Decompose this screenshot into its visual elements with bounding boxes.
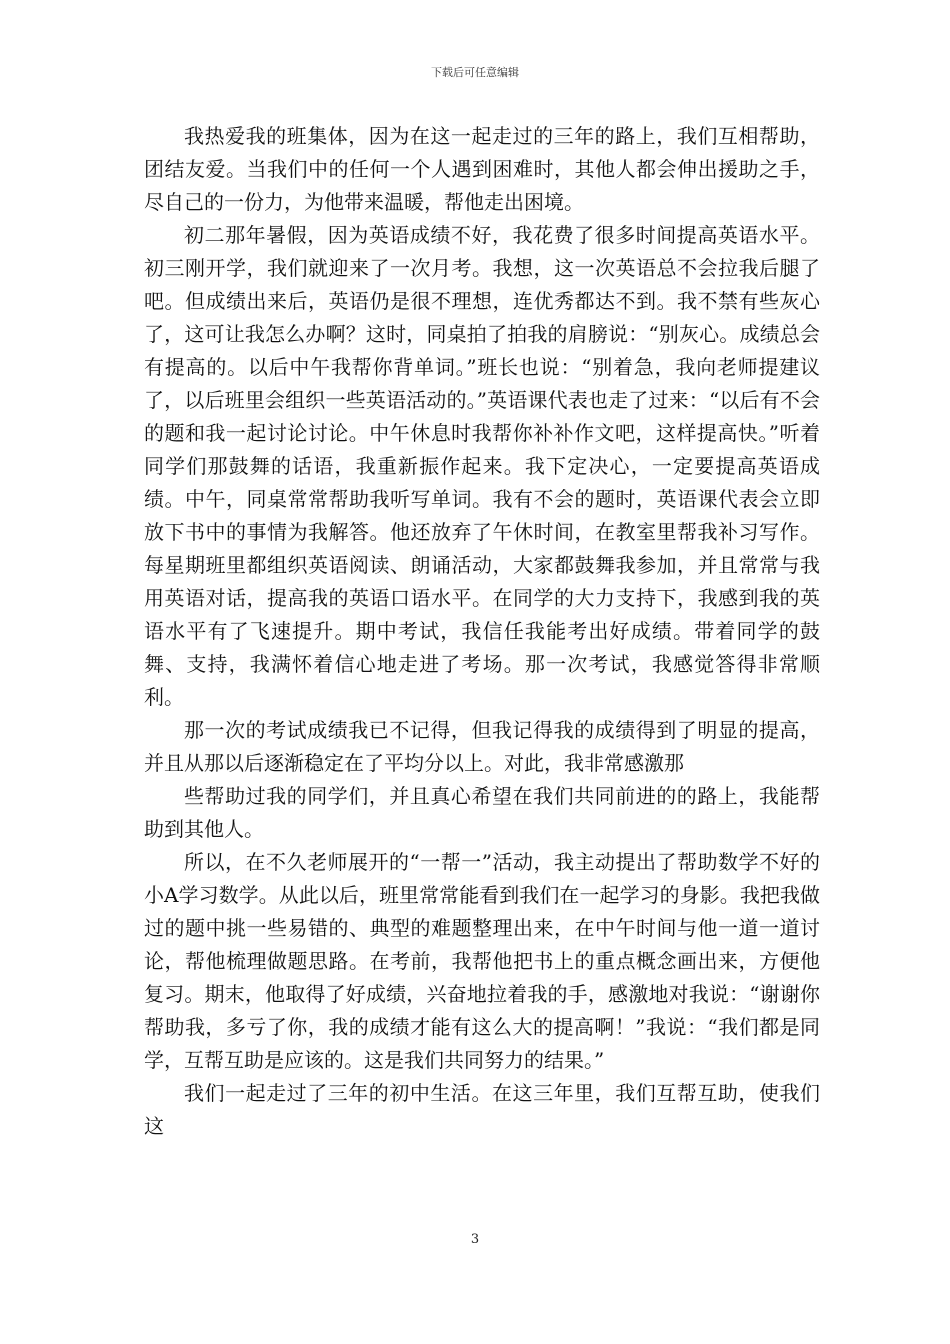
paragraph-4: 些帮助过我的同学们，并且真心希望在我们共同前进的的路上，我能帮助到其他人。 [144,784,820,841]
paragraph-1: 我热爱我的班集体，因为在这一起走过的三年的路上，我们互相帮助，团结友爱。当我们中的任何一个人遇到困难时，其他人都会伸出援助之手，尽自己的一份力，为他带来温暖，帮他走出困境。 [144,124,820,214]
page-number: 3 [470,1232,480,1247]
page-header: 下载后可任意编辑 [431,66,519,79]
document-body [144,120,820,1143]
paragraph-3: 那一次的考试成绩我已不记得，但我记得我的成绩得到了明显的提高，并且从那以后逐渐稳定在了平均分以上。对此，我非常感激那 [144,718,820,775]
paragraph-2: 初二那年暑假，因为英语成绩不好，我花费了很多时间提高英语水平。初三刚开学，我们就迎来了一次月考。我想，这一次英语总不会拉我后腿了吧。但成绩出来后，英语仍是很不理想，连优秀都达不到。我不禁有些灰心了，这可让我怎么办啊？这时，同桌拍了拍我的肩膀说：“别灰心。成绩总会有提高的。以后中午我帮你背单词。”班长也说：“别着急，我向老师提建议了，以后班里会组织一些英语活动的。”英语课代表也走了过来：“以后有不会的题和我一起讨论讨论。中午休息时我帮你补补作文吧，这样提高快。”听着同学们那鼓舞的话语，我重新振作起来。我下定决心，一定要提高英语成绩。中午，同桌常常帮助我听写单词。我有不会的题时，英语课代表会立即放下书中的事情为我解答。他还放弃了午休时间，在教室里帮我补习写作。每星期班里都组织英语阅读、朗诵活动，大家都鼓舞我参加，并且常常与我用英语对话，提高我的英语口语水平。在同学的大力支持下，我感到我的英语水平有了飞速提升。期中考试，我信任我能考出好成绩。带着同学的鼓舞、支持，我满怀着信心地走进了考场。那一次考试，我感觉答得非常顺利。 [144,223,820,709]
paragraph-6: 我们一起走过了三年的初中生活。在这三年里，我们互帮互助，使我们这 [144,1081,820,1138]
paragraph-5: 所以，在不久老师展开的“一帮一”活动，我主动提出了帮助数学不好的小A学习数学。从此以后，班里常常能看到我们在一起学习的身影。我把我做过的题中挑一些易错的、典型的难题整理出来，在中午时间与他一道一道讨论，帮他梳理做题思路。在考前，我帮他把书上的重点概念画出来，方便他复习。期末，他取得了好成绩，兴奋地拉着我的手，感激地对我说：“谢谢你帮助我，多亏了你，我的成绩才能有这么大的提高啊！”我说：“我们都是同学，互帮互助是应该的。这是我们共同努力的结果。” [144,850,820,1072]
